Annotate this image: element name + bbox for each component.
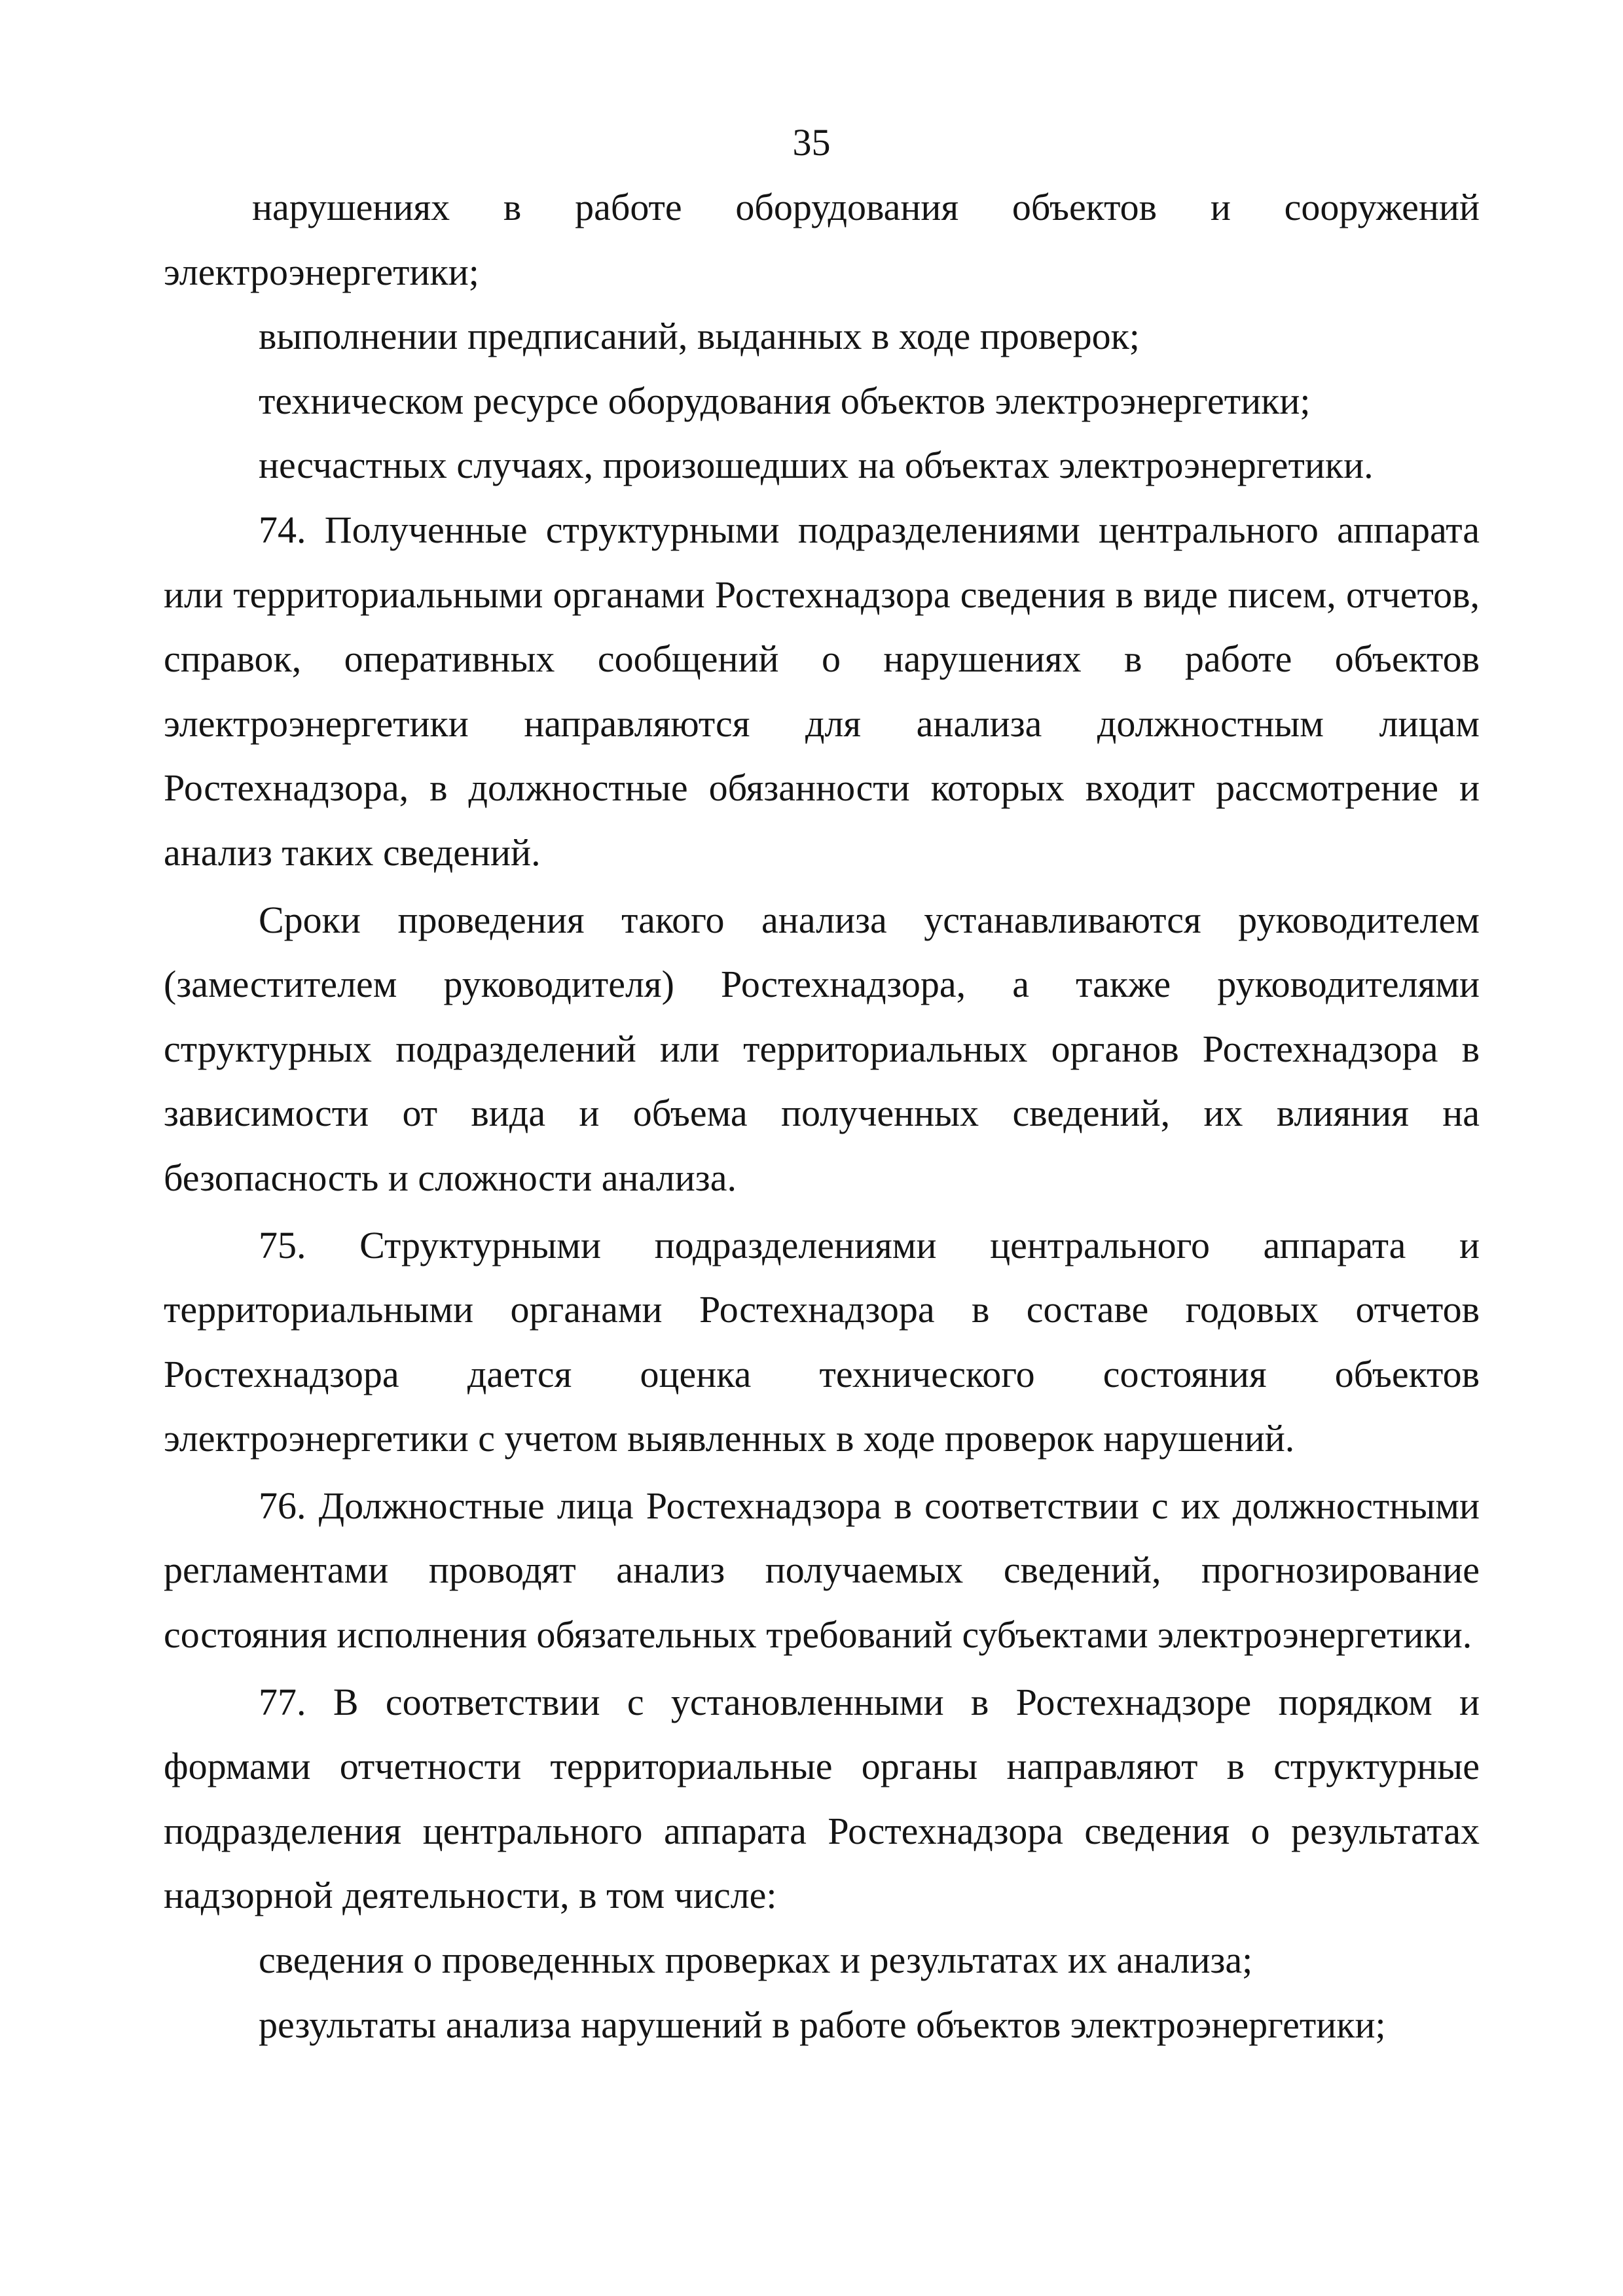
list-item-technical-resource: техническом ресурсе оборудования объектов электроэнергетики; [259, 379, 1311, 422]
document-body [164, 175, 1480, 2057]
paragraph-77: 77. В соответствии с установленными в Ростехнадзоре порядком и формами отчетности территориальные органы направляют в структурные подразделения центрального аппарата Ростехнадзора сведения о результатах надзорной деятельности, в том числе: [164, 1680, 1480, 1917]
paragraph-75: 75. Структурными подразделениями центрального аппарата и территориальными органами Ростехнадзора в составе годовых отчетов Ростехнадзора дается оценка технического состояния объектов электроэнергетики с учетом выявленных в ходе проверок нарушений. [164, 1223, 1480, 1460]
paragraph-74-deadlines: Сроки проведения такого анализа устанавливаются руководителем (заместителем руководителя) Ростехнадзора, а также руководителями структурных подразделений или территориальных органов Ростехнадзора в зависимости от вида и объема полученных сведений, их влияния на безопасность и сложности анализа. [164, 898, 1480, 1199]
paragraph-74: 74. Полученные структурными подразделениями центрального аппарата или территориальными органами Ростехнадзора сведения в виде писем, отчетов, справок, оперативных сообщений о нарушениях в работе объектов электроэнергетики направляются для анализа должностным лицам Ростехнадзора, в должностные обязанности которых входит рассмотрение и анализ таких сведений. [164, 508, 1480, 874]
list-item-inspections: сведения о проведенных проверках и результатах их анализа; [259, 1939, 1253, 1982]
list-item-accidents: несчастных случаях, произошедших на объектах электроэнергетики. [259, 444, 1374, 487]
page-number: 35 [792, 121, 831, 164]
paragraph-continuation: нарушениях в работе оборудования объектов и сооружений электроэнергетики; [164, 186, 1480, 293]
list-item-violation-analysis: результаты анализа нарушений в работе объектов электроэнергетики; [259, 2003, 1386, 2046]
paragraph-76: 76. Должностные лица Ростехнадзора в соответствии с их должностными регламентами проводят анализ получаемых сведений, прогнозирование состояния исполнения обязательных требований субъектами электроэнергетики. [164, 1484, 1480, 1657]
list-item-prescriptions: выполнении предписаний, выданных в ходе проверок; [259, 315, 1140, 358]
